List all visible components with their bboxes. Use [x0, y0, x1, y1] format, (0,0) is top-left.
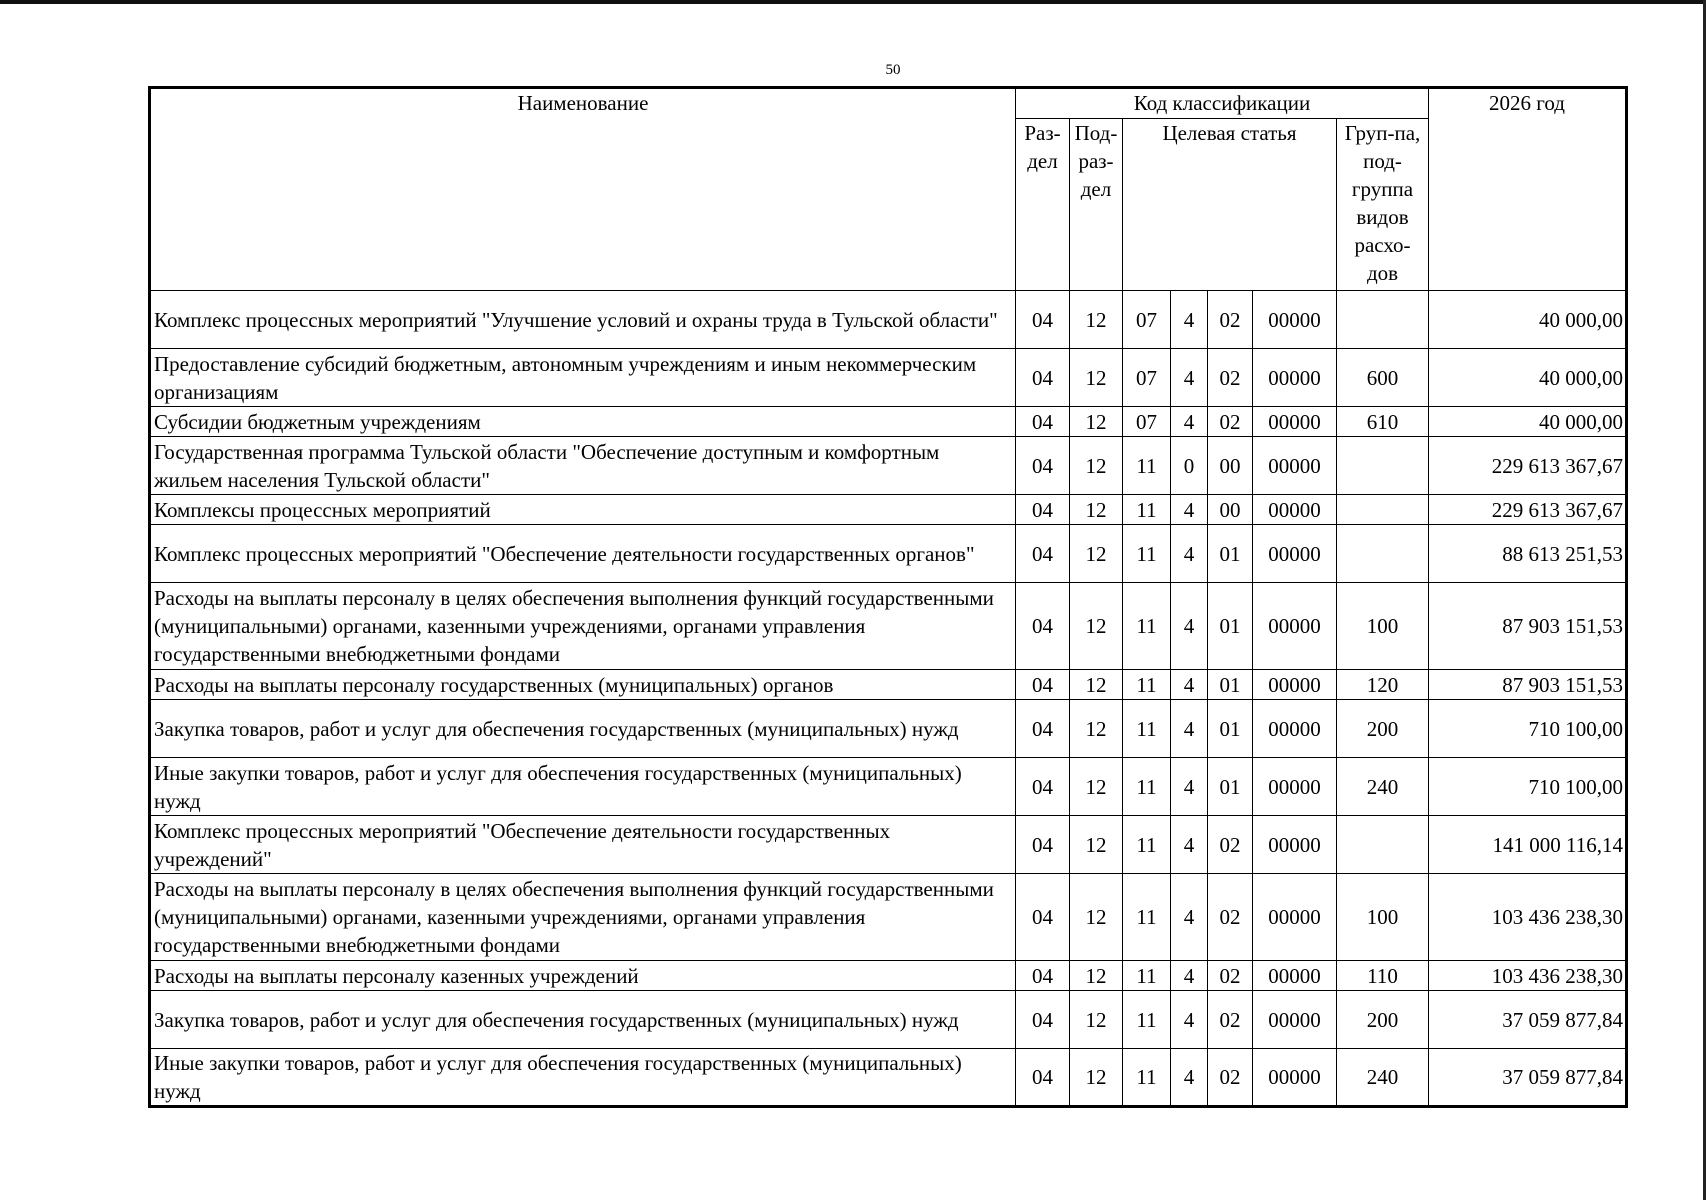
row-target-program: 11: [1123, 700, 1171, 758]
row-name: Расходы на выплаты персоналу в целях обеспечения выполнения функций государственными (муниципальными) органами, казенными учреждениями, органами управления государственными внебюджетными фондами: [150, 874, 1016, 961]
row-section: 04: [1016, 700, 1070, 758]
row-subsection: 12: [1070, 583, 1123, 670]
row-target-structural: 02: [1208, 1049, 1253, 1107]
row-name: Государственная программа Тульской области "Обеспечение доступным и комфортным жильем населения Тульской области": [150, 437, 1016, 495]
row-subsection: 12: [1070, 758, 1123, 816]
header-name: Наименование: [150, 88, 1016, 291]
header-target-article: Целевая статья: [1123, 119, 1337, 291]
row-target-direction: 00000: [1253, 349, 1337, 407]
row-target-type: 4: [1171, 525, 1208, 583]
row-amount: 88 613 251,53: [1429, 525, 1627, 583]
row-name: Предоставление субсидий бюджетным, автономным учреждениям и иным некоммерческим организациям: [150, 349, 1016, 407]
row-target-direction: 00000: [1253, 407, 1337, 437]
row-target-structural: 01: [1208, 758, 1253, 816]
row-target-program: 11: [1123, 1049, 1171, 1107]
row-target-program: 11: [1123, 525, 1171, 583]
row-name: Комплекс процессных мероприятий "Улучшение условий и охраны труда в Тульской области": [150, 291, 1016, 349]
row-amount: 87 903 151,53: [1429, 583, 1627, 670]
row-target-type: 4: [1171, 495, 1208, 525]
row-name: Комплекс процессных мероприятий "Обеспечение деятельности государственных органов": [150, 525, 1016, 583]
row-subsection: 12: [1070, 816, 1123, 874]
table-row: [150, 961, 1627, 991]
row-subsection: 12: [1070, 1049, 1123, 1107]
row-target-structural: 01: [1208, 583, 1253, 670]
row-subsection: 12: [1070, 961, 1123, 991]
table-row: [150, 758, 1627, 816]
row-target-type: 4: [1171, 700, 1208, 758]
row-amount: 103 436 238,30: [1429, 874, 1627, 961]
row-expense-group: 610: [1337, 407, 1429, 437]
row-amount: 141 000 116,14: [1429, 816, 1627, 874]
row-subsection: 12: [1070, 349, 1123, 407]
row-target-program: 11: [1123, 495, 1171, 525]
row-target-direction: 00000: [1253, 991, 1337, 1049]
table-body: [150, 291, 1627, 1107]
page-number: 50: [885, 62, 901, 78]
row-target-program: 11: [1123, 816, 1171, 874]
row-name: Иные закупки товаров, работ и услуг для обеспечения государственных (муниципальных) нужд: [150, 758, 1016, 816]
row-expense-group: 110: [1337, 961, 1429, 991]
row-section: 04: [1016, 525, 1070, 583]
row-target-type: 4: [1171, 407, 1208, 437]
row-target-structural: 02: [1208, 961, 1253, 991]
row-section: 04: [1016, 758, 1070, 816]
row-section: 04: [1016, 437, 1070, 495]
table-row: [150, 437, 1627, 495]
table-row: [150, 407, 1627, 437]
row-name: Расходы на выплаты персоналу казенных учреждений: [150, 961, 1016, 991]
row-target-program: 07: [1123, 349, 1171, 407]
row-expense-group: 200: [1337, 700, 1429, 758]
row-expense-group: 120: [1337, 670, 1429, 700]
row-target-structural: 00: [1208, 437, 1253, 495]
row-section: 04: [1016, 291, 1070, 349]
row-amount: 103 436 238,30: [1429, 961, 1627, 991]
row-section: 04: [1016, 816, 1070, 874]
row-target-type: 4: [1171, 291, 1208, 349]
row-target-program: 11: [1123, 758, 1171, 816]
table-row: [150, 991, 1627, 1049]
table-header: [150, 88, 1627, 291]
row-target-type: 4: [1171, 874, 1208, 961]
row-amount: 229 613 367,67: [1429, 437, 1627, 495]
row-target-direction: 00000: [1253, 495, 1337, 525]
row-target-program: 11: [1123, 874, 1171, 961]
row-target-direction: 00000: [1253, 816, 1337, 874]
header-year: 2026 год: [1429, 88, 1627, 291]
row-name: Субсидии бюджетным учреждениям: [150, 407, 1016, 437]
row-target-direction: 00000: [1253, 1049, 1337, 1107]
row-target-program: 11: [1123, 961, 1171, 991]
row-section: 04: [1016, 495, 1070, 525]
row-target-program: 07: [1123, 407, 1171, 437]
row-section: 04: [1016, 349, 1070, 407]
row-target-type: 4: [1171, 758, 1208, 816]
row-target-direction: 00000: [1253, 670, 1337, 700]
row-amount: 40 000,00: [1429, 349, 1627, 407]
header-section: Раз-дел: [1016, 119, 1070, 291]
row-target-direction: 00000: [1253, 874, 1337, 961]
row-target-structural: 01: [1208, 670, 1253, 700]
table-row: [150, 349, 1627, 407]
row-target-structural: 02: [1208, 291, 1253, 349]
row-target-structural: 02: [1208, 874, 1253, 961]
row-amount: 229 613 367,67: [1429, 495, 1627, 525]
row-subsection: 12: [1070, 991, 1123, 1049]
row-target-program: 11: [1123, 991, 1171, 1049]
table-row: [150, 291, 1627, 349]
table-row: [150, 816, 1627, 874]
row-expense-group: [1337, 525, 1429, 583]
row-subsection: 12: [1070, 670, 1123, 700]
row-section: 04: [1016, 1049, 1070, 1107]
row-target-structural: 00: [1208, 495, 1253, 525]
row-section: 04: [1016, 874, 1070, 961]
row-name: Закупка товаров, работ и услуг для обеспечения государственных (муниципальных) нужд: [150, 700, 1016, 758]
row-target-direction: 00000: [1253, 700, 1337, 758]
header-subsection: Под-раз-дел: [1070, 119, 1123, 291]
row-target-structural: 02: [1208, 816, 1253, 874]
row-section: 04: [1016, 670, 1070, 700]
table-row: [150, 583, 1627, 670]
row-target-program: 11: [1123, 583, 1171, 670]
row-subsection: 12: [1070, 525, 1123, 583]
row-target-direction: 00000: [1253, 758, 1337, 816]
row-target-direction: 00000: [1253, 525, 1337, 583]
row-target-type: 4: [1171, 961, 1208, 991]
row-name: Комплексы процессных мероприятий: [150, 495, 1016, 525]
row-target-type: 4: [1171, 583, 1208, 670]
row-expense-group: [1337, 816, 1429, 874]
row-target-structural: 01: [1208, 525, 1253, 583]
row-amount: 37 059 877,84: [1429, 1049, 1627, 1107]
row-target-structural: 02: [1208, 407, 1253, 437]
budget-table: [148, 86, 1628, 1108]
row-subsection: 12: [1070, 874, 1123, 961]
row-section: 04: [1016, 961, 1070, 991]
header-classification: Код классификации: [1016, 88, 1429, 119]
row-target-structural: 02: [1208, 349, 1253, 407]
table-row: [150, 670, 1627, 700]
row-target-program: 11: [1123, 670, 1171, 700]
row-expense-group: 240: [1337, 1049, 1429, 1107]
table-row: [150, 525, 1627, 583]
row-amount: 37 059 877,84: [1429, 991, 1627, 1049]
row-name: Закупка товаров, работ и услуг для обеспечения государственных (муниципальных) нужд: [150, 991, 1016, 1049]
row-amount: 710 100,00: [1429, 700, 1627, 758]
row-name: Расходы на выплаты персоналу в целях обеспечения выполнения функций государственными (муниципальными) органами, казенными учреждениями, органами управления государственными внебюджетными фондами: [150, 583, 1016, 670]
row-target-structural: 01: [1208, 700, 1253, 758]
row-amount: 40 000,00: [1429, 291, 1627, 349]
row-expense-group: 100: [1337, 583, 1429, 670]
row-section: 04: [1016, 583, 1070, 670]
table-row: [150, 700, 1627, 758]
row-target-direction: 00000: [1253, 961, 1337, 991]
table-row: [150, 874, 1627, 961]
row-target-direction: 00000: [1253, 291, 1337, 349]
row-name: Расходы на выплаты персоналу государственных (муниципальных) органов: [150, 670, 1016, 700]
row-amount: 40 000,00: [1429, 407, 1627, 437]
row-subsection: 12: [1070, 437, 1123, 495]
row-amount: 87 903 151,53: [1429, 670, 1627, 700]
row-target-type: 4: [1171, 816, 1208, 874]
row-amount: 710 100,00: [1429, 758, 1627, 816]
row-target-type: 4: [1171, 670, 1208, 700]
row-target-type: 4: [1171, 349, 1208, 407]
row-target-program: 07: [1123, 291, 1171, 349]
row-target-direction: 00000: [1253, 437, 1337, 495]
row-section: 04: [1016, 407, 1070, 437]
row-target-type: 4: [1171, 991, 1208, 1049]
table-row: [150, 495, 1627, 525]
scan-edge-top: [0, 0, 1706, 4]
row-subsection: 12: [1070, 291, 1123, 349]
row-target-type: 0: [1171, 437, 1208, 495]
row-subsection: 12: [1070, 700, 1123, 758]
table-row: [150, 1049, 1627, 1107]
row-expense-group: 100: [1337, 874, 1429, 961]
row-expense-group: 240: [1337, 758, 1429, 816]
row-expense-group: [1337, 291, 1429, 349]
header-expense-group: Груп-па, под-группа видов расхо-дов: [1337, 119, 1429, 291]
row-name: Иные закупки товаров, работ и услуг для обеспечения государственных (муниципальных) нужд: [150, 1049, 1016, 1107]
row-section: 04: [1016, 991, 1070, 1049]
row-name: Комплекс процессных мероприятий "Обеспечение деятельности государственных учреждений": [150, 816, 1016, 874]
row-expense-group: [1337, 495, 1429, 525]
row-target-structural: 02: [1208, 991, 1253, 1049]
row-expense-group: 200: [1337, 991, 1429, 1049]
row-target-type: 4: [1171, 1049, 1208, 1107]
row-expense-group: [1337, 437, 1429, 495]
row-subsection: 12: [1070, 407, 1123, 437]
row-expense-group: 600: [1337, 349, 1429, 407]
row-target-direction: 00000: [1253, 583, 1337, 670]
row-subsection: 12: [1070, 495, 1123, 525]
row-target-program: 11: [1123, 437, 1171, 495]
